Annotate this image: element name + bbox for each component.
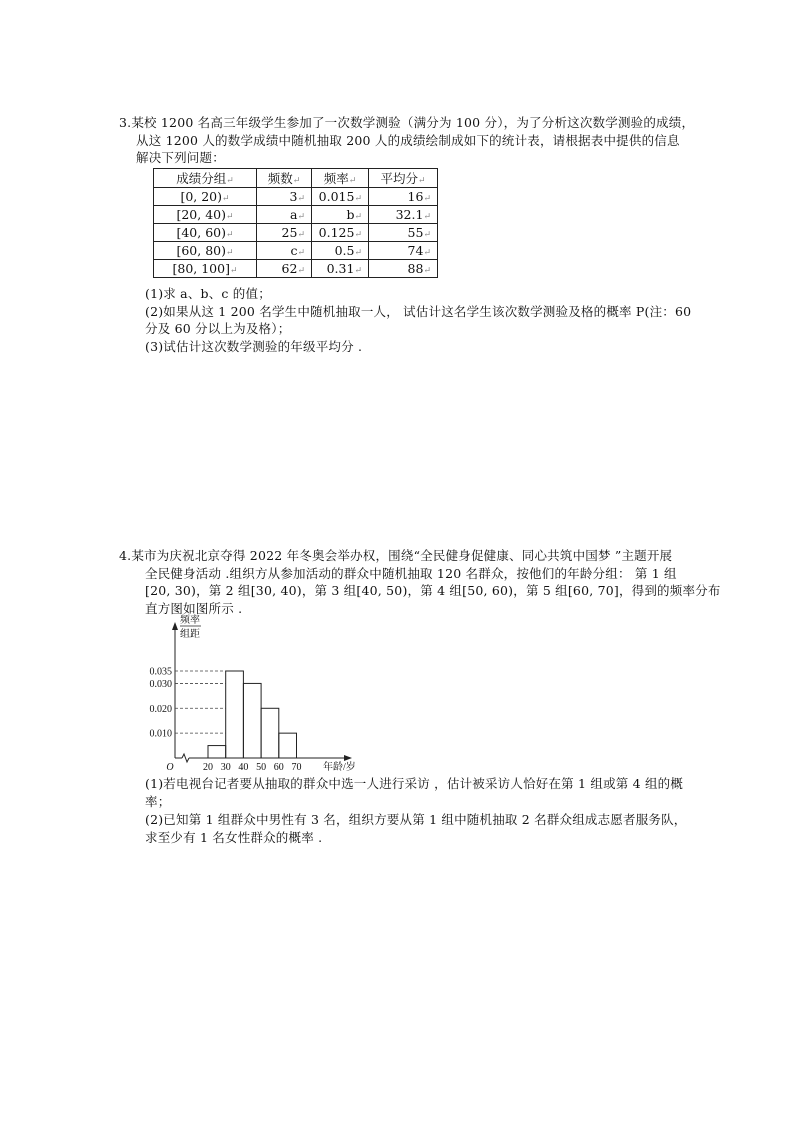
q4-sub-2a: (2)已知第 1 组群众中男性有 3 名，组织方要从第 1 组中随机抽取 2 名群众组成志愿者服务队， <box>145 812 687 827</box>
table-cell: 88↵ <box>369 260 438 278</box>
table-cell: 74↵ <box>369 242 438 260</box>
table-cell: c↵ <box>257 242 312 260</box>
q3-sub-3: (3)试估计这次数学测验的年级平均分 . <box>145 339 363 354</box>
x-axis-arrow <box>344 755 352 761</box>
q3-sub-2a: (2)如果从这 1 200 名学生中随机抽取一人， 试估计这名学生该次数学测验及格的概率 P(注：60 <box>145 304 692 319</box>
table-cell: 0.5↵ <box>312 242 369 260</box>
frequency-histogram <box>145 612 360 777</box>
q4-line-2: 全民健身活动 .组织方从参加活动的群众中随机抽取 120 名群众，按他们的年龄分组： 第 1 组 <box>145 566 677 581</box>
y-label-denominator: 组距 <box>180 629 200 640</box>
table-cell: 3↵ <box>257 188 312 206</box>
q4-line-4: 直方图如图所示 . <box>145 601 243 616</box>
table-header-cell: 成绩分组↵ <box>154 169 257 188</box>
table-row <box>154 260 438 278</box>
y-tick-label: 0.010 <box>149 728 172 740</box>
histogram-bar <box>279 733 297 758</box>
table-cell: 25↵ <box>257 224 312 242</box>
origin-label: O <box>166 762 174 773</box>
y-tick-label: 0.020 <box>149 703 172 715</box>
table-row <box>154 206 438 224</box>
x-tick-label: 30 <box>220 762 231 773</box>
histogram-bar <box>261 708 279 758</box>
table-cell: a↵ <box>257 206 312 224</box>
table-header-cell: 频率↵ <box>312 169 369 188</box>
table-cell: 32.1↵ <box>369 206 438 224</box>
table-header-row <box>154 169 438 188</box>
table-cell: b↵ <box>312 206 369 224</box>
table-header-cell: 平均分↵ <box>369 169 438 188</box>
x-axis-label: 年龄/岁 <box>323 762 356 773</box>
y-axis-arrow <box>172 622 178 630</box>
q4-sub-1b: 率； <box>145 794 171 809</box>
table-cell: [20, 40)↵ <box>154 206 257 224</box>
table-cell: 0.015↵ <box>312 188 369 206</box>
q4-line-1: 4.某市为庆祝北京夺得 2022 年冬奥会举办权，围绕“全民健身促健康、同心共筑中国梦 ”主题开展 <box>119 548 673 563</box>
x-tick-label: 40 <box>238 762 249 773</box>
x-tick-label: 50 <box>256 762 267 773</box>
x-tick-label: 70 <box>291 762 302 773</box>
histogram-bar <box>208 746 226 758</box>
table-cell: 0.31↵ <box>312 260 369 278</box>
table-row <box>154 224 438 242</box>
x-tick-label: 60 <box>273 762 284 773</box>
x-axis-break <box>182 754 189 762</box>
score-table <box>153 168 438 278</box>
q4-sub-1a: (1)若电视台记者要从抽取的群众中选一人进行采访 ，估计被采访人恰好在第 1 组或第 4 组的概 <box>145 776 684 791</box>
table-cell: 55↵ <box>369 224 438 242</box>
y-tick-label: 0.035 <box>149 666 172 678</box>
table-header-cell: 频数↵ <box>257 169 312 188</box>
q3-sub-1: (1)求 a、b、c 的值； <box>145 286 271 301</box>
q3-line-2: 从这 1200 人的数学成绩中随机抽取 200 人的成绩绘制成如下的统计表，请根据表中提供的信息 <box>136 133 680 148</box>
y-label-numerator: 频率 <box>180 615 200 626</box>
histogram-bar <box>243 683 261 758</box>
table-row <box>154 188 438 206</box>
q4-line-3: [20, 30)，第 2 组[30, 40)，第 3 组[40, 50)，第 4 组[50, 60)，第 5 组[60, 70]，得到的频率分布 <box>145 583 721 598</box>
table-cell: [0, 20)↵ <box>154 188 257 206</box>
y-tick-label: 0.030 <box>149 678 172 690</box>
table-cell: [40, 60)↵ <box>154 224 257 242</box>
table-cell: 16↵ <box>369 188 438 206</box>
table-cell: [80, 100]↵ <box>154 260 257 278</box>
q3-sub-2b: 分及 60 分以上为及格）； <box>145 321 291 336</box>
x-tick-label: 20 <box>203 762 213 773</box>
table-cell: [60, 80)↵ <box>154 242 257 260</box>
table-row <box>154 242 438 260</box>
table-cell: 0.125↵ <box>312 224 369 242</box>
histogram-bar <box>226 671 244 758</box>
q4-sub-2b: 求至少有 1 名女性群众的概率 . <box>145 830 323 845</box>
q3-line-3: 解决下列问题： <box>136 150 225 165</box>
table-cell: 62↵ <box>257 260 312 278</box>
q3-line-1: 3.某校 1200 名高三年级学生参加了一次数学测验（满分为 100 分），为了分析这次数学测验的成绩， <box>119 115 695 130</box>
